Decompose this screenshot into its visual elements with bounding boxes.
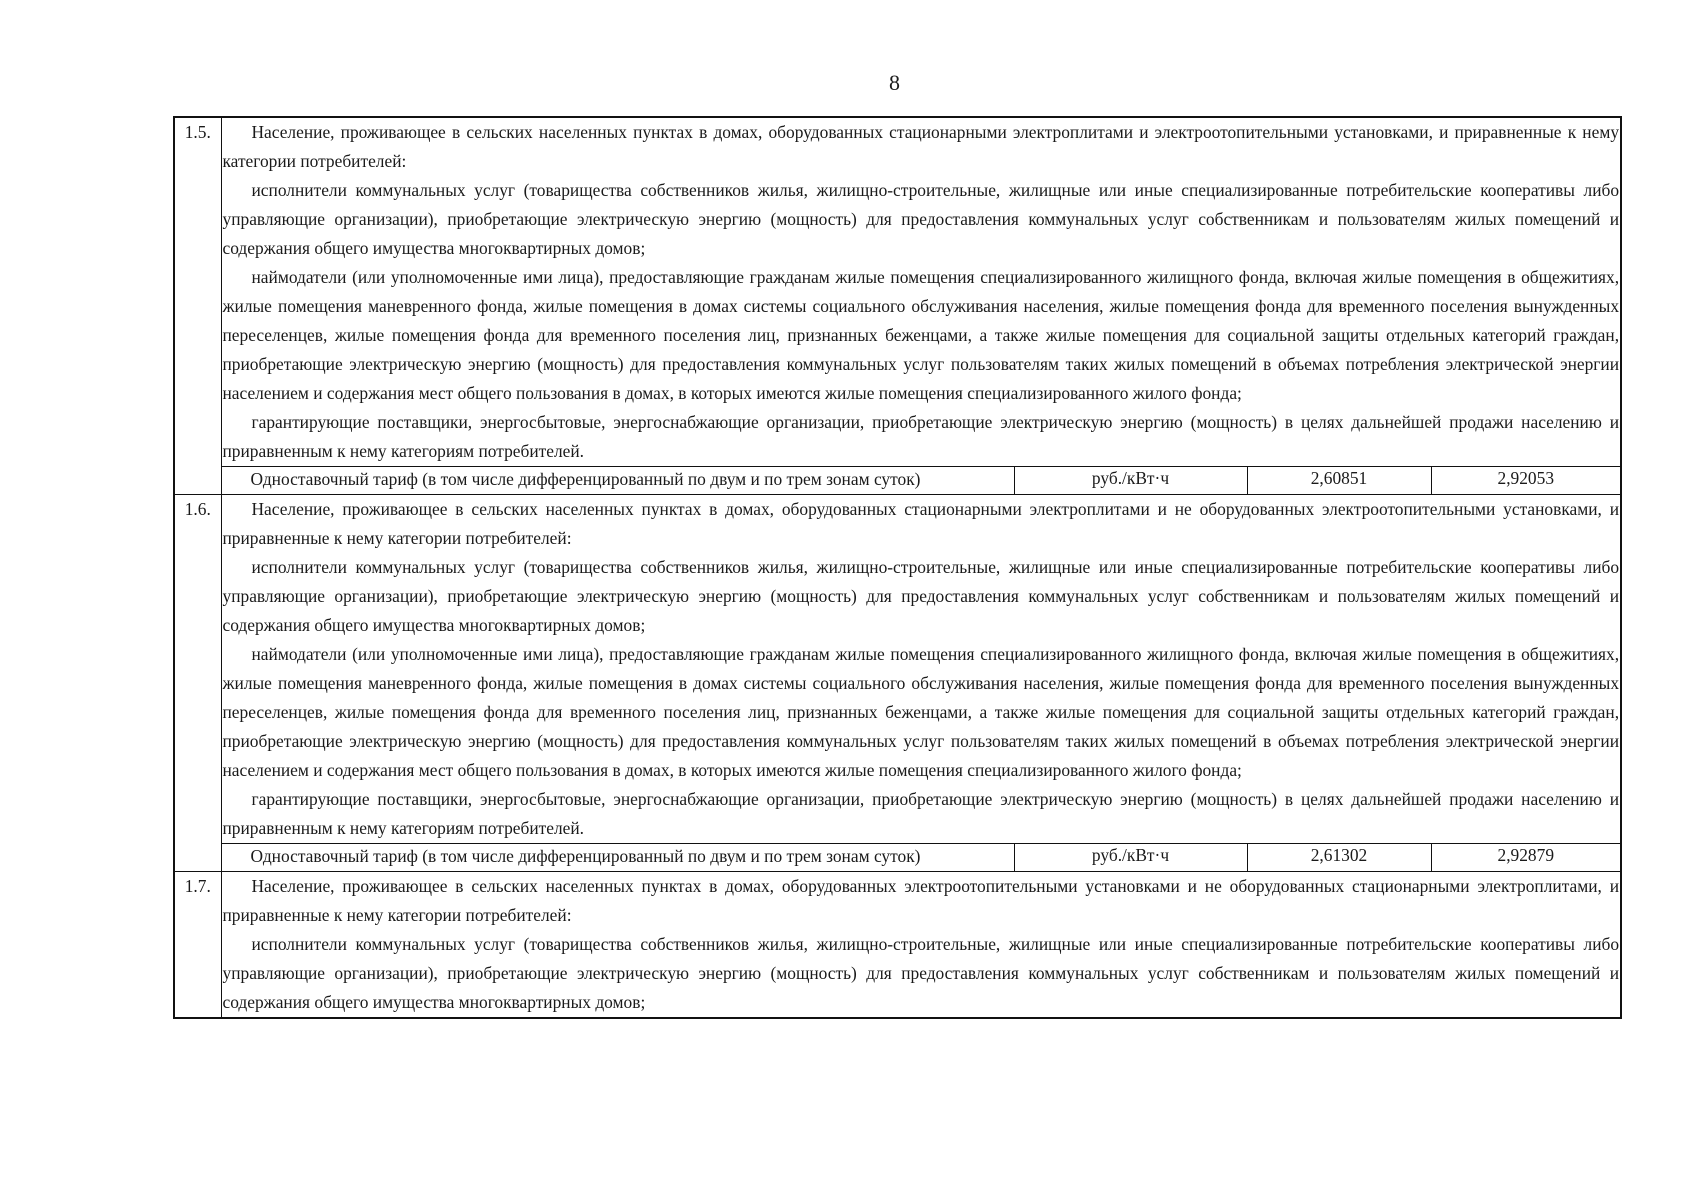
paragraph: наймодатели (или уполномоченные ими лица), предоставляющие гражданам жилые помещения специализированного жилищного фонда, включая жилые помещения в общежитиях, жилые помещения маневренного фонда, жилые помещения в домах системы социального обслуживания населения, жилые помещения фонда для временного поселения вынужденных переселенцев, жилые помещения фонда для временного поселения лиц, признанных беженцами, а также жилые помещения для социальной защиты отдельных категорий граждан, приобретающие электрическую энергию (мощность) для предоставления коммунальных услуг пользователям таких жилых помещений в объемах потребления электрической энергии населением и содержания мест общего пользования в домах, в которых имеются жилые помещения специализированного жилого фонда;	[222, 644, 1620, 780]
page-number: 8	[889, 70, 900, 95]
paragraph: гарантирующие поставщики, энергосбытовые, энергоснабжающие организации, приобретающие электрическую энергию (мощность) в целях дальнейшей продажи населению и приравненным к нему категориям потребителей.	[222, 412, 1620, 461]
section-description	[221, 495, 1621, 844]
tariff-value-1: 2,60851	[1247, 467, 1431, 495]
tariff-unit: руб./кВт·ч	[1014, 844, 1247, 872]
section-description	[221, 872, 1621, 1019]
section-row-1-7	[174, 872, 1621, 1019]
section-description	[221, 117, 1621, 467]
tariff-label: Одноставочный тариф (в том числе дифференцированный по двум и по трем зонам суток)	[221, 467, 1014, 495]
paragraph: гарантирующие поставщики, энергосбытовые, энергоснабжающие организации, приобретающие электрическую энергию (мощность) в целях дальнейшей продажи населению и приравненным к нему категориям потребителей.	[222, 789, 1620, 838]
tariff-row	[174, 467, 1621, 495]
section-number: 1.6.	[174, 495, 221, 872]
paragraph: исполнители коммунальных услуг (товарищества собственников жилья, жилищно-строительные, жилищные или иные специализированные потребительские кооперативы либо управляющие организации), приобретающие электрическую энергию (мощность) для предоставления коммунальных услуг собственникам и пользователям жилых помещений и содержания общего имущества многоквартирных домов;	[222, 557, 1620, 635]
section-row-1-5	[174, 117, 1621, 467]
paragraph: Население, проживающее в сельских населенных пунктах в домах, оборудованных стационарными электроплитами и не оборудованных электроотопительными установками, и приравненные к нему категории потребителей:	[222, 499, 1620, 548]
paragraph: Население, проживающее в сельских населенных пунктах в домах, оборудованных электроотопительными установками и не оборудованных стационарными электроплитами, и приравненные к нему категории потребителей:	[222, 876, 1620, 925]
tariff-unit: руб./кВт·ч	[1014, 467, 1247, 495]
section-row-1-6	[174, 495, 1621, 844]
tariff-value-2: 2,92053	[1431, 467, 1621, 495]
paragraph: наймодатели (или уполномоченные ими лица), предоставляющие гражданам жилые помещения специализированного жилищного фонда, включая жилые помещения в общежитиях, жилые помещения маневренного фонда, жилые помещения в домах системы социального обслуживания населения, жилые помещения фонда для временного поселения вынужденных переселенцев, жилые помещения фонда для временного поселения лиц, признанных беженцами, а также жилые помещения для социальной защиты отдельных категорий граждан, приобретающие электрическую энергию (мощность) для предоставления коммунальных услуг пользователям таких жилых помещений в объемах потребления электрической энергии населением и содержания мест общего пользования в домах, в которых имеются жилые помещения специализированного жилого фонда;	[222, 267, 1620, 403]
tariff-value-1: 2,61302	[1247, 844, 1431, 872]
tariff-row	[174, 844, 1621, 872]
paragraph: исполнители коммунальных услуг (товарищества собственников жилья, жилищно-строительные, жилищные или иные специализированные потребительские кооперативы либо управляющие организации), приобретающие электрическую энергию (мощность) для предоставления коммунальных услуг собственникам и пользователям жилых помещений и содержания общего имущества многоквартирных домов;	[222, 180, 1620, 258]
tariff-value-2: 2,92879	[1431, 844, 1621, 872]
tariff-label: Одноставочный тариф (в том числе дифференцированный по двум и по трем зонам суток)	[221, 844, 1014, 872]
tariff-table	[173, 116, 1622, 1019]
paragraph: исполнители коммунальных услуг (товарищества собственников жилья, жилищно-строительные, жилищные или иные специализированные потребительские кооперативы либо управляющие организации), приобретающие электрическую энергию (мощность) для предоставления коммунальных услуг собственникам и пользователям жилых помещений и содержания общего имущества многоквартирных домов;	[222, 934, 1620, 1012]
section-number: 1.5.	[174, 117, 221, 495]
section-number: 1.7.	[174, 872, 221, 1019]
paragraph: Население, проживающее в сельских населенных пунктах в домах, оборудованных стационарными электроплитами и электроотопительными установками, и приравненные к нему категории потребителей:	[222, 122, 1620, 171]
